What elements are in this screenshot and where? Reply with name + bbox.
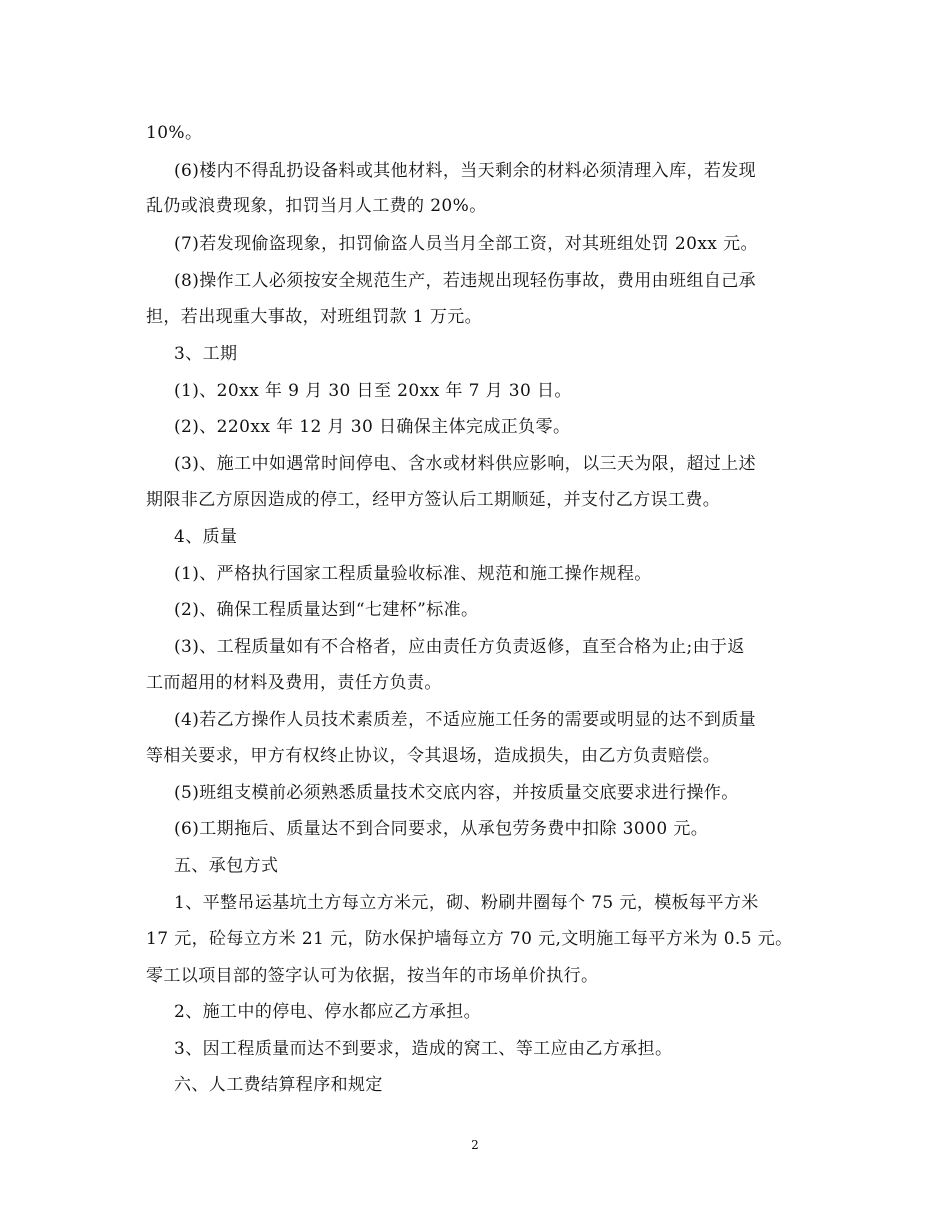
text-line: (5)班组支模前必须熟悉质量技术交底内容，并按质量交底要求进行操作。: [174, 783, 739, 803]
text-line: (2)、确保工程质量达到“七建杯”标准。: [174, 600, 479, 620]
text-line: 2、施工中的停电、停水都应乙方承担。: [174, 1002, 482, 1022]
text-line: 1、平整吊运基坑土方每立方米元，砌、粉刷井圈每个 75 元，模板每平方米: [174, 893, 759, 913]
text-line: (8)操作工人必须按安全规范生产，若违规出现轻伤事故，费用由班组自己承: [174, 271, 757, 291]
text-line: (1)、20xx 年 9 月 30 日至 20xx 年 7 月 30 日。: [174, 381, 572, 401]
section-heading: 五、承包方式: [174, 856, 279, 876]
text-line: 等相关要求，甲方有权终止协议，令其退场，造成损失，由乙方负责赔偿。: [146, 746, 721, 766]
text-line: (4)若乙方操作人员技术素质差，不适应施工任务的需要或明显的达不到质量: [174, 710, 757, 730]
text-line: 期限非乙方原因造成的停工，经甲方签认后工期顺延，并支付乙方误工费。: [146, 490, 721, 510]
section-heading: 3、工期: [174, 344, 238, 364]
text-line: 零工以项目部的签字认可为依据，按当年的市场单价执行。: [146, 966, 599, 986]
text-line: (2)、220xx 年 12 月 30 日确保主体完成正负零。: [174, 417, 571, 437]
text-line: (3)、施工中如遇常时间停电、含水或材料供应影响，以三天为限，超过上述: [174, 454, 757, 474]
text-line: 10%。: [146, 123, 203, 143]
text-line: (6)楼内不得乱扔设备料或其他材料，当天剩余的材料必须清理入库，若发现: [174, 161, 757, 181]
text-line: 乱仍或浪费现象，扣罚当月人工费的 20%。: [146, 196, 487, 216]
text-line: 3、因工程质量而达不到要求，造成的窝工、等工应由乙方承担。: [174, 1039, 673, 1059]
text-line: 工而超用的材料及费用，责任方负责。: [146, 673, 442, 693]
section-heading: 4、质量: [174, 527, 238, 547]
page-number: 2: [471, 1138, 479, 1152]
text-line: (3)、工程质量如有不合格者，应由责任方负责返修，直至合格为止;由于返: [174, 637, 745, 657]
text-line: (7)若发现偷盗现象，扣罚偷盗人员当月全部工资，对其班组处罚 20xx 元。: [174, 234, 758, 254]
section-heading: 六、人工费结算程序和规定: [174, 1075, 383, 1095]
text-line: (6)工期拖后、质量达不到合同要求，从承包劳务费中扣除 3000 元。: [174, 819, 709, 839]
text-line: 17 元，砼每立方米 21 元，防水保护墙每立方 70 元,文明施工每平方米为 0.5 元。: [146, 929, 793, 949]
text-line: 担，若出现重大事故，对班组罚款 1 万元。: [146, 307, 483, 327]
text-line: (1)、严格执行国家工程质量验收标准、规范和施工操作规程。: [174, 564, 652, 584]
